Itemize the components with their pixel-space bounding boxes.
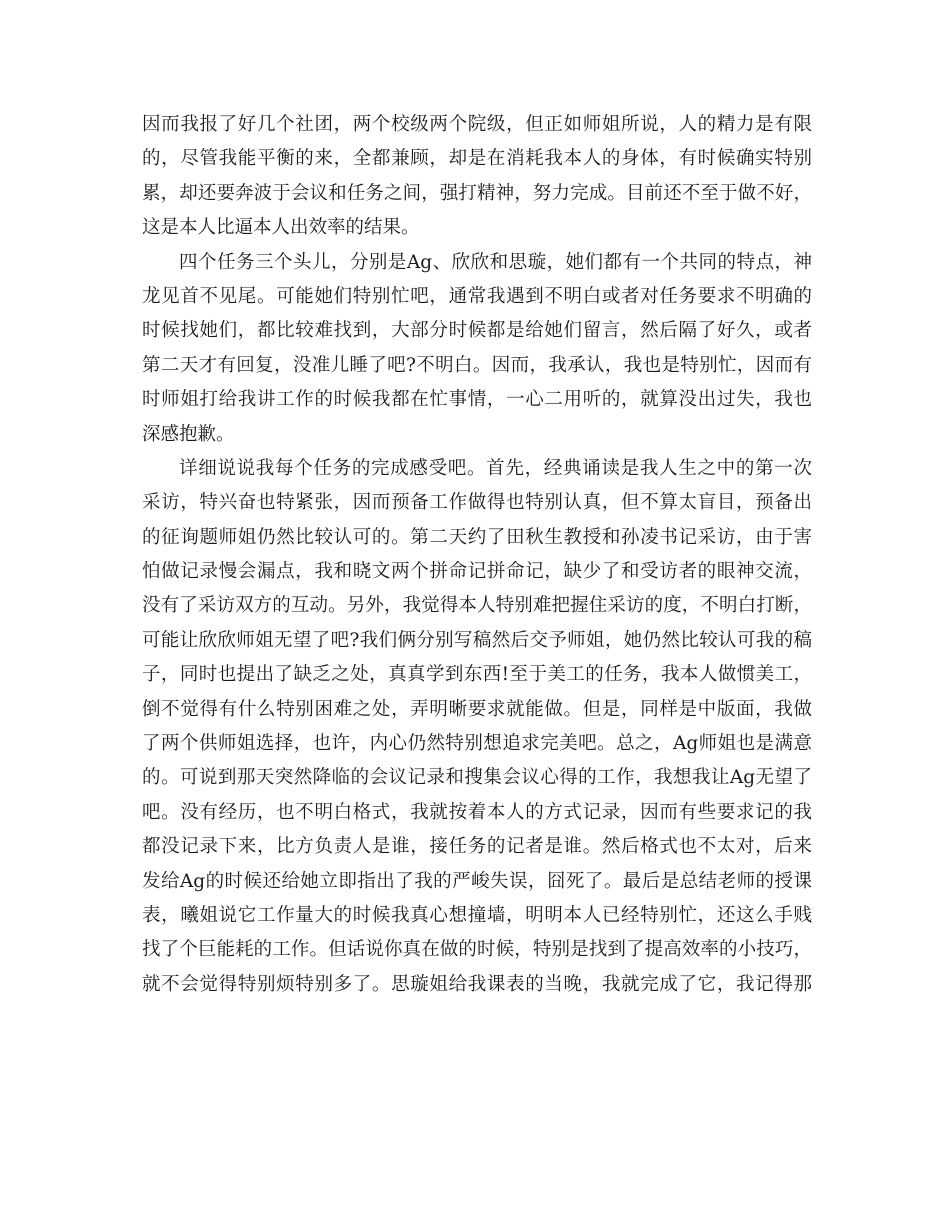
text-line: 没有了采访双方的互动。另外，我觉得本人特别难把握住采访的度，不明白打断， [142,595,812,617]
text-line: 子，同时也提出了缺乏之处，真真学到东西!至于美工的任务，我本人做惯美工， [142,664,813,686]
text-line: 怕做记录慢会漏点，我和晓文两个拼命记拼命记，缺少了和受访者的眼神交流， [142,561,812,583]
paragraph-3 [142,452,812,1002]
text-line: 倒不觉得有什么特别困难之处，弄明晰要求就能做。但是，同样是中版面，我做 [142,698,812,720]
paragraph-2 [142,246,812,452]
text-line: 了两个供师姐选择，也许，内心仍然特别想追求完美吧。总之，Ag师姐也是满意 [142,733,812,755]
text-line: 可能让欣欣师姐无望了吧?我们俩分别写稿然后交予师姐，她仍然比较认可我的稿 [142,629,812,651]
text-line: 累，却还要奔波于会议和任务之间，强打精神，努力完成。目前还不至于做不好， [142,182,812,204]
text-line: 采访，特兴奋也特紧张，因而预备工作做得也特别认真，但不算太盲目，预备出 [142,492,812,514]
text-line: 都没记录下来，比方负责人是谁，接任务的记者是谁。然后格式也不太对，后来 [142,836,812,858]
text-line: 就不会觉得特别烦特别多了。思璇姐给我课表的当晚，我就完成了它，我记得那 [142,973,812,995]
text-line: 龙见首不见尾。可能她们特别忙吧，通常我遇到不明白或者对任务要求不明确的 [142,285,812,307]
text-line: 的征询题师姐仍然比较认可的。第二天约了田秋生教授和孙凌书记采访，由于害 [142,526,812,548]
text-line: 深感抱歉。 [142,423,235,445]
text-line: 找了个巨能耗的工作。但话说你真在做的时候，特别是找到了提高效率的小技巧， [142,939,812,961]
text-line: 的。可说到那天突然降临的会议记录和搜集会议心得的工作，我想我让Ag无望了 [142,767,812,789]
text-line: 时候找她们，都比较难找到，大部分时候都是给她们留言，然后隔了好久，或者 [142,320,812,342]
text-line: 第二天才有回复，没准儿睡了吧?不明白。因而，我承认，我也是特别忙，因而有 [142,354,812,376]
text-line: 时师姐打给我讲工作的时候我都在忙事情，一心二用听的，就算没出过失，我也 [142,389,812,411]
text-line: 吧。没有经历，也不明白格式，我就按着本人的方式记录，因而有些要求记的我 [142,801,812,823]
text-line: 这是本人比逼本人出效率的结果。 [142,217,420,239]
text-line: 详细说说我每个任务的完成感受吧。首先，经典诵读是我人生之中的第一次 [179,457,812,479]
text-line: 表，曦姐说它工作量大的时候我真心想撞墙，明明本人已经特别忙，还这么手贱 [142,904,812,926]
text-line: 发给Ag的时候还给她立即指出了我的严峻失误，囧死了。最后是总结老师的授课 [142,870,812,892]
text-line: 因而我报了好几个社团，两个校级两个院级，但正如师姐所说，人的精力是有限 [142,114,812,135]
text-line: 四个任务三个头儿，分别是Ag、欣欣和思璇，她们都有一个共同的特点，神 [179,251,812,273]
text-line: 的，尽管我能平衡的来，全都兼顾，却是在消耗我本人的身体，有时候确实特别 [142,148,812,170]
document-body [142,108,812,1002]
paragraph-1 [142,108,812,246]
